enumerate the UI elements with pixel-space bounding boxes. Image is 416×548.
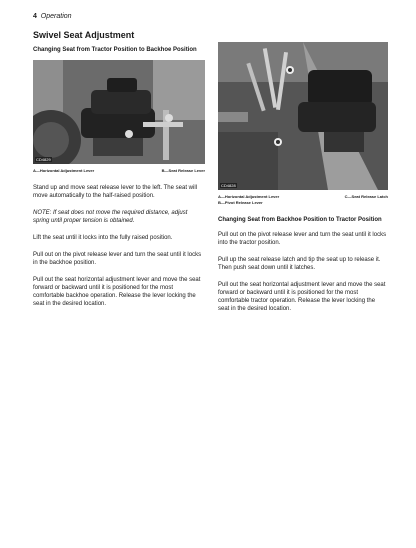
seat-photo-tractor-position xyxy=(33,60,205,164)
left-subtitle: Changing Seat from Tractor Position to Backhoe Position xyxy=(33,47,197,53)
caption-b: B—Pivot Release Lever xyxy=(218,200,263,205)
paragraph: Lift the seat until it locks into the fully raised position. xyxy=(33,235,173,241)
paragraph: Pull up the seat release latch and tip the seat up to release it. Then push seat down until it latches. xyxy=(218,257,381,271)
right-photo-caption xyxy=(218,194,388,206)
paragraph: Pull out the seat horizontal adjustment lever and move the seat forward or backward until it is positioned for the most comfortable backhoe operation. Release the lever locking the seat in the desired location. xyxy=(33,277,201,307)
caption-a: A—Horizontal Adjustment Lever xyxy=(218,194,280,199)
page-header xyxy=(33,13,72,20)
paragraph: Pull out the seat horizontal adjustment lever and move the seat forward or backward until it is positioned for the most comfortable tractor operation. Release the lever locking the seat in the desired location. xyxy=(218,282,386,312)
caption-c: C—Seat Release Latch xyxy=(344,194,388,199)
right-body xyxy=(218,231,388,313)
left-body xyxy=(33,184,205,308)
paragraph: Stand up and move seat release lever to the left. The seat will move automatically to the half-raised position. xyxy=(33,185,197,199)
left-photo-caption xyxy=(33,168,205,174)
section-title: Swivel Seat Adjustment xyxy=(33,30,135,40)
seat-photo-backhoe-position xyxy=(218,42,388,190)
caption-b: B—Seat Release Lever xyxy=(161,168,205,173)
right-column xyxy=(218,42,388,322)
note-paragraph: NOTE: If seat does not move the required distance, adjust spring until proper tension is obtained. xyxy=(33,210,188,224)
photo-marker-a: A xyxy=(288,67,291,72)
page-number: 4 xyxy=(33,13,37,20)
right-subtitle: Changing Seat from Backhoe Position to Tractor Position xyxy=(218,217,382,223)
caption-a: A—Horizontal Adjustment Lever xyxy=(33,168,95,173)
photo-marker-b: B xyxy=(276,139,279,144)
section-name: Operation xyxy=(40,13,72,20)
left-column xyxy=(33,30,205,317)
photo-code: CD4828 xyxy=(221,183,236,188)
paragraph: Pull out on the pivot release lever and turn the seat until it locks into the tractor position. xyxy=(218,232,387,246)
paragraph: Pull out on the pivot release lever and turn the seat until it locks in the backhoe position. xyxy=(33,252,202,266)
photo-code: CD4829 xyxy=(36,157,51,162)
